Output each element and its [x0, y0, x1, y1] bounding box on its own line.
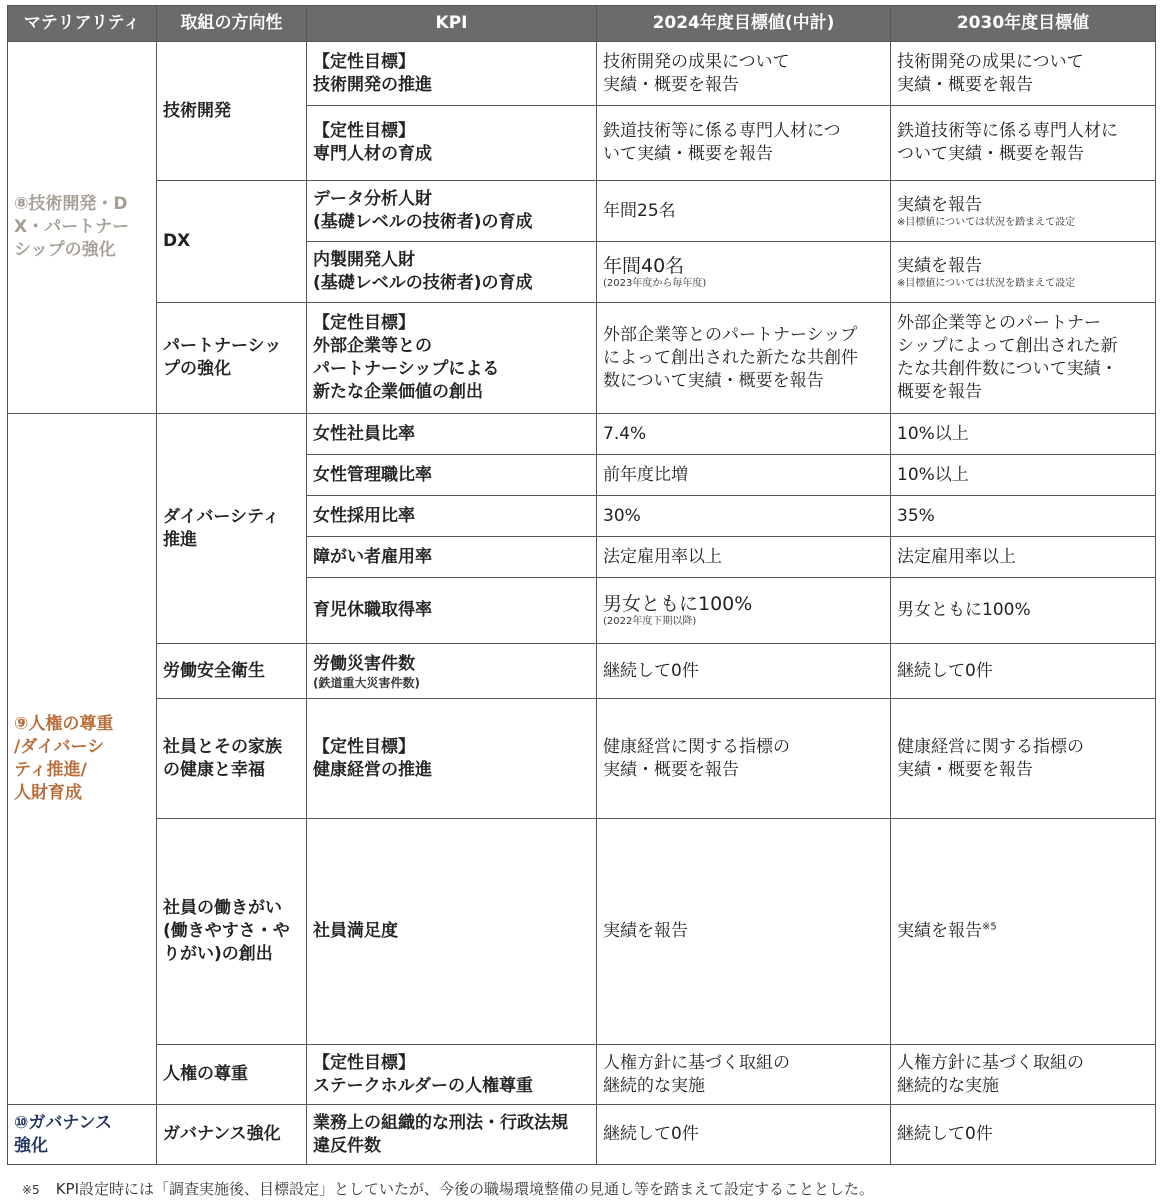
- kpi-cell: 労働災害件数 (鉄道重大災害件数): [307, 644, 597, 699]
- direction-dx: DX: [157, 181, 307, 303]
- kpi-cell: 障がい者雇用率: [307, 537, 597, 578]
- header-materiality: マテリアリティ: [8, 6, 157, 42]
- kpi-cell: データ分析人財 (基礎レベルの技術者)の育成: [307, 181, 597, 242]
- materiality-10: ⑩ガバナンス 強化: [8, 1105, 157, 1165]
- table-row: [8, 414, 1156, 455]
- target-2030-cell: 10%以上: [891, 414, 1156, 455]
- header-row: [8, 6, 1156, 42]
- kpi-cell: 【定性目標】 外部企業等との パートナーシップによる 新たな企業価値の創出: [307, 303, 597, 414]
- direction-safety: 労働安全衛生: [157, 644, 307, 699]
- target-2024-cell: 年間40名 (2023年度から毎年度): [597, 242, 891, 303]
- target-2024-cell: 前年度比増: [597, 455, 891, 496]
- kpi-cell: 女性社員比率: [307, 414, 597, 455]
- footnote-mark: ※5: [22, 1183, 40, 1197]
- kpi-cell: 社員満足度: [307, 819, 597, 1045]
- target-2024-cell: 実績を報告: [597, 819, 891, 1045]
- target-2030-cell: 法定雇用率以上: [891, 537, 1156, 578]
- table-row: [8, 819, 1156, 1045]
- kpi-cell: 【定性目標】 ステークホルダーの人権尊重: [307, 1045, 597, 1105]
- kpi-cell: 女性採用比率: [307, 496, 597, 537]
- target-2030-cell: 継続して0件: [891, 644, 1156, 699]
- target-2030-cell: 実績を報告$^{※5}$: [891, 819, 1156, 1045]
- footnote-text: KPI設定時には「調査実施後、目標設定」としていたが、今後の職場環境整備の見通し等を踏まえて設定することとした。: [55, 1180, 875, 1198]
- kpi-cell: 内製開発人財 (基礎レベルの技術者)の育成: [307, 242, 597, 303]
- kpi-cell: 【定性目標】 技術開発の推進: [307, 42, 597, 106]
- target-2030-cell: 健康経営に関する指標の 実績・概要を報告: [891, 699, 1156, 819]
- target-2030-cell: 10%以上: [891, 455, 1156, 496]
- target-2030-cell: 継続して0件: [891, 1105, 1156, 1165]
- target-2024-cell: 男女ともに100% (2022年度下期以降): [597, 578, 891, 644]
- target-2024-cell: 技術開発の成果について 実績・概要を報告: [597, 42, 891, 106]
- footnote: [22, 1178, 874, 1199]
- table-row: [8, 181, 1156, 242]
- kpi-table: [7, 5, 1156, 1165]
- target-2024-cell: 30%: [597, 496, 891, 537]
- target-2024-cell: 継続して0件: [597, 644, 891, 699]
- direction-governance: ガバナンス強化: [157, 1105, 307, 1165]
- table-row: [8, 699, 1156, 819]
- kpi-cell: 【定性目標】 健康経営の推進: [307, 699, 597, 819]
- kpi-cell: 女性管理職比率: [307, 455, 597, 496]
- target-2030-cell: 技術開発の成果について 実績・概要を報告: [891, 42, 1156, 106]
- direction-engagement: 社員の働きがい (働きやすさ・や りがい)の創出: [157, 819, 307, 1045]
- table-row: [8, 42, 1156, 106]
- target-2024-cell: 外部企業等とのパートナーシップ によって創出された新たな共創件 数について実績・概要を報告: [597, 303, 891, 414]
- table-row: [8, 644, 1156, 699]
- target-2030-cell: 鉄道技術等に係る専門人材に ついて実績・概要を報告: [891, 106, 1156, 181]
- target-2030-cell: 35%: [891, 496, 1156, 537]
- table-row: [8, 1045, 1156, 1105]
- header-direction: 取組の方向性: [157, 6, 307, 42]
- direction-partnership: パートナーシッ プの強化: [157, 303, 307, 414]
- target-2024-cell: 7.4%: [597, 414, 891, 455]
- target-2024-cell: 鉄道技術等に係る専門人材につ いて実績・概要を報告: [597, 106, 891, 181]
- table-row: [8, 303, 1156, 414]
- materiality-9: ⑨人権の尊重 /ダイバーシ ティ推進/ 人財育成: [8, 414, 157, 1105]
- header-kpi: KPI: [307, 6, 597, 42]
- direction-health: 社員とその家族 の健康と幸福: [157, 699, 307, 819]
- direction-diversity: ダイバーシティ 推進: [157, 414, 307, 644]
- target-2030-cell: 男女ともに100%: [891, 578, 1156, 644]
- footnote-ref: ※5: [982, 921, 997, 933]
- materiality-8: ⑧技術開発・D X・パートナー シップの強化: [8, 42, 157, 414]
- direction-tech: 技術開発: [157, 42, 307, 181]
- target-2024-cell: 継続して0件: [597, 1105, 891, 1165]
- kpi-cell: 【定性目標】 専門人材の育成: [307, 106, 597, 181]
- target-2030-cell: 実績を報告 ※目標値については状況を踏まえて設定: [891, 242, 1156, 303]
- direction-human-rights: 人権の尊重: [157, 1045, 307, 1105]
- target-2024-cell: 人権方針に基づく取組の 継続的な実施: [597, 1045, 891, 1105]
- target-2030-cell: 実績を報告 ※目標値については状況を踏まえて設定: [891, 181, 1156, 242]
- target-2024-cell: 年間25名: [597, 181, 891, 242]
- target-2024-cell: 法定雇用率以上: [597, 537, 891, 578]
- target-2030-cell: 人権方針に基づく取組の 継続的な実施: [891, 1045, 1156, 1105]
- target-2030-cell: 外部企業等とのパートナー シップによって創出された新 たな共創件数について実績・ 概要を報告: [891, 303, 1156, 414]
- header-target-2030: 2030年度目標値: [891, 6, 1156, 42]
- kpi-cell: 育児休職取得率: [307, 578, 597, 644]
- kpi-cell: 業務上の組織的な刑法・行政法規 違反件数: [307, 1105, 597, 1165]
- header-target-2024: 2024年度目標値(中計): [597, 6, 891, 42]
- table-row: [8, 1105, 1156, 1165]
- target-2024-cell: 健康経営に関する指標の 実績・概要を報告: [597, 699, 891, 819]
